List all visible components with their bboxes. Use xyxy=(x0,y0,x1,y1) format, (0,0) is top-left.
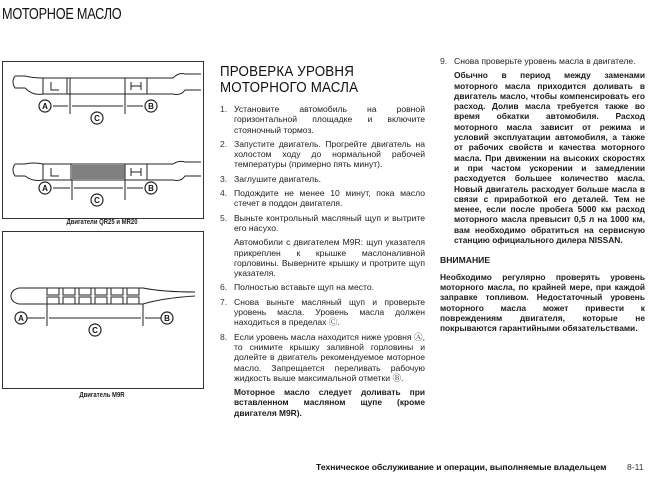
svg-text:B: B xyxy=(148,102,154,111)
svg-text:C: C xyxy=(94,196,100,205)
step-3: 3. Заглушите двигатель. xyxy=(220,173,322,184)
dipstick-figure-qr25-mr20 xyxy=(2,61,204,219)
step-1: 1. Установите автомобиль на ровной горизонтальной площадке и включите стояночный тормоз. xyxy=(220,104,425,135)
svg-text:C: C xyxy=(92,326,98,335)
page-number: 8-11 xyxy=(627,462,644,472)
figure-caption-qr25-mr20: Двигатели QR25 и MR20 xyxy=(66,219,138,226)
step-9-note: Обычно в период между заменами моторного масла приходится доливать в двигатель масло, чтобы компенсировать его расход. Долив масла требуется также во время обкатки автомобиля. Расход моторного масла зависит от режима и условий эксплуатации автомобиля, а также от рабочих свойств и качества моторного масла. При движении на высоких скоростях и при частом ускорении и замедлении расходуется большее количество масла. Новый двигатель расходует больше масла в связи с приработкой его деталей. Тем не менее, если после пробега 5000 км расход моторного масла превысит 0,5 л на 1000 км, вам необходимо обратиться на сервисную станцию официального дилера NISSAN. xyxy=(454,70,645,246)
dipstick-diagram xyxy=(3,232,203,388)
footer-chapter-title: Техническое обслуживание и операции, выполняемые владельцем xyxy=(316,462,607,472)
svg-text:A: A xyxy=(42,184,48,193)
step-6: 6. Полностью вставьте щуп на место. xyxy=(220,282,375,293)
step-8: 8. Если уровень масла находится ниже уровня Ⓐ, то снимите крышку заливной горловины и долейте в двигатель рекомендуемое моторное масло. Запрещается переливать рабочую жидкость выше максимальной отметки Ⓑ. xyxy=(220,331,425,383)
caution-text: Необходимо регулярно проверять уровень моторного масла, по крайней мере, при каждой заправке топливом. Недостаточный уровень моторного масла может привести к повреждениям двигателя, которые не покрываются гарантийными обязательствами. xyxy=(440,271,645,334)
procedure-heading: ПРОВЕРКА УРОВНЯ МОТОРНОГО МАСЛА xyxy=(220,64,359,96)
section-title: МОТОРНОЕ МАСЛО xyxy=(2,6,122,23)
step-9: 9. Снова проверьте уровень масла в двигателе. xyxy=(440,56,636,66)
step-7: 7. Снова выньте масляный щуп и проверьте уровень масла. Уровень масла должен находиться в пределах Ⓒ. xyxy=(220,296,425,328)
svg-text:C: C xyxy=(94,114,100,123)
instructions-column xyxy=(220,64,425,418)
svg-text:B: B xyxy=(164,314,170,323)
step-5: 5. Выньте контрольный масляный щуп и вытрите его насухо. xyxy=(220,212,425,233)
figure-caption-m9r: Двигатель M9R xyxy=(79,392,125,399)
svg-text:A: A xyxy=(18,314,24,323)
dipstick-figure-m9r xyxy=(2,231,204,389)
caution-heading: ВНИМАНИЕ xyxy=(440,255,491,266)
step-8-note: Моторное масло следует доливать при вставленном масляном щупе (кроме двигателя M9R). xyxy=(234,387,425,418)
instructions-column-right xyxy=(440,56,645,333)
dipstick-diagram xyxy=(3,62,203,218)
step-4: 4. Подождите не менее 10 минут, пока масло стечет в поддон двигателя. xyxy=(220,188,425,209)
step-5-m9r-note: Автомобили с двигателем M9R: щуп указателя прикреплен к крышке маслоналивной горловины. Выверните крышку и протрите щуп указателя. xyxy=(234,237,425,279)
svg-text:B: B xyxy=(148,184,154,193)
svg-text:A: A xyxy=(42,102,48,111)
step-2: 2. Запустите двигатель. Прогрейте двигатель на холостом ходу до нормальной рабочей температуры (примерно пять минут). xyxy=(220,138,425,170)
